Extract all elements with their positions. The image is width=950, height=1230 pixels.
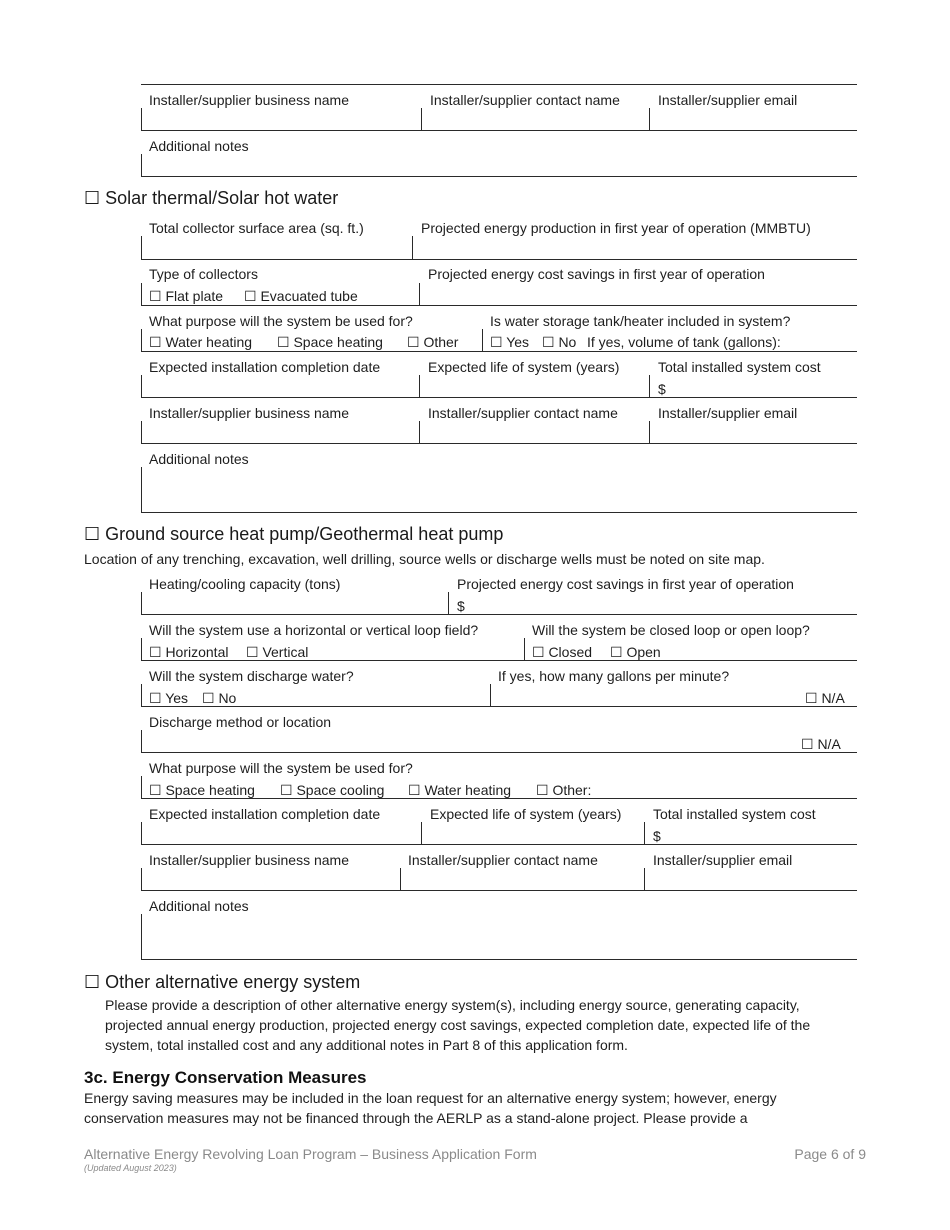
loop-type-label: Will the system be closed loop or open loop?: [532, 622, 810, 638]
geo-life-label: Expected life of system (years): [430, 806, 622, 822]
geo-total-cost-field[interactable]: $: [653, 828, 661, 844]
geo-cost-savings-label: Projected energy cost savings in first year of operation: [457, 576, 794, 592]
discharge-method-label: Discharge method or location: [149, 714, 332, 730]
tank-volume-label: If yes, volume of tank (gallons):: [587, 334, 781, 350]
form-rule: [141, 130, 857, 131]
geo-space-heating-checkbox[interactable]: ☐ Space heating: [149, 782, 255, 798]
form-rule: [141, 259, 857, 260]
field-divider: [524, 638, 525, 660]
field-divider: [482, 329, 483, 351]
field-divider: [649, 375, 650, 397]
discharge-question-label: Will the system discharge water?: [149, 668, 354, 684]
storage-no-checkbox[interactable]: ☐ No: [542, 334, 577, 350]
field-divider: [141, 154, 142, 176]
form-rule: [141, 752, 857, 753]
form-rule: [141, 84, 857, 85]
installer-business-label: Installer/supplier business name: [149, 92, 349, 108]
field-divider: [141, 914, 142, 959]
solar-completion-date-label: Expected installation completion date: [149, 359, 381, 375]
discharge-yes-checkbox[interactable]: ☐ Yes: [149, 690, 189, 706]
flat-plate-checkbox[interactable]: ☐ Flat plate: [149, 288, 224, 304]
discharge-na-checkbox[interactable]: ☐ N/A: [801, 736, 841, 752]
conservation-body: Energy saving measures may be included in the loan request for an alternative energy system; however, energy conservation measures may not be financed through the AERLP as a stand-alone project. Please provide a: [84, 1090, 777, 1126]
geo-purpose-label: What purpose will the system be used for?: [149, 760, 413, 776]
field-divider: [141, 868, 142, 890]
field-divider: [448, 592, 449, 614]
field-divider: [141, 375, 142, 397]
solar-life-label: Expected life of system (years): [428, 359, 620, 375]
field-divider: [141, 776, 142, 798]
footer-updated: (Updated August 2023): [84, 1163, 177, 1173]
field-divider: [490, 684, 491, 706]
evacuated-tube-checkbox[interactable]: ☐ Evacuated tube: [244, 288, 358, 304]
form-rule: [141, 844, 857, 845]
form-rule: [141, 706, 857, 707]
field-divider: [141, 684, 142, 706]
collector-area-label: Total collector surface area (sq. ft.): [149, 220, 364, 236]
form-rule: [141, 798, 857, 799]
geo-installer-email-label: Installer/supplier email: [653, 852, 793, 868]
solar-other-checkbox[interactable]: ☐ Other: [407, 334, 459, 350]
energy-production-label: Projected energy production in first year of operation (MMBTU): [421, 220, 811, 236]
installer-email-label: Installer/supplier email: [658, 92, 798, 108]
geo-completion-date-label: Expected installation completion date: [149, 806, 381, 822]
form-rule: [141, 443, 857, 444]
geo-cost-savings-field[interactable]: $: [457, 598, 465, 614]
field-divider: [141, 730, 142, 752]
solar-purpose-label: What purpose will the system be used for?: [149, 313, 413, 329]
storage-question-label: Is water storage tank/heater included in system?: [490, 313, 791, 329]
field-divider: [141, 283, 142, 305]
footer-title: Alternative Energy Revolving Loan Program – Business Application Form: [84, 1146, 537, 1162]
field-divider: [649, 421, 650, 443]
field-divider: [644, 822, 645, 844]
geothermal-checkbox[interactable]: ☐ Ground source heat pump/Geothermal heat pump: [84, 524, 504, 544]
conservation-heading: 3c. Energy Conservation Measures: [84, 1068, 367, 1087]
solar-notes-label: Additional notes: [149, 451, 249, 467]
field-divider: [419, 375, 420, 397]
solar-water-heating-checkbox[interactable]: ☐ Water heating: [149, 334, 253, 350]
solar-installer-contact-label: Installer/supplier contact name: [428, 405, 618, 421]
solar-installer-email-label: Installer/supplier email: [658, 405, 798, 421]
storage-yes-checkbox[interactable]: ☐ Yes: [490, 334, 530, 350]
solar-installer-business-label: Installer/supplier business name: [149, 405, 349, 421]
field-divider: [141, 236, 142, 259]
field-divider: [649, 108, 650, 130]
form-rule: [141, 890, 857, 891]
gpm-question-label: If yes, how many gallons per minute?: [498, 668, 730, 684]
field-divider: [421, 822, 422, 844]
installer-contact-label: Installer/supplier contact name: [430, 92, 620, 108]
form-rule: [141, 614, 857, 615]
form-rule: [141, 305, 857, 306]
discharge-no-checkbox[interactable]: ☐ No: [202, 690, 237, 706]
solar-thermal-checkbox[interactable]: ☐ Solar thermal/Solar hot water: [84, 188, 339, 208]
solar-total-cost-label: Total installed system cost: [658, 359, 821, 375]
form-rule: [141, 512, 857, 513]
geo-space-cooling-checkbox[interactable]: ☐ Space cooling: [280, 782, 385, 798]
field-divider: [141, 638, 142, 660]
field-divider: [141, 108, 142, 130]
form-rule: [141, 660, 857, 661]
notes-label: Additional notes: [149, 138, 249, 154]
geo-water-heating-checkbox[interactable]: ☐ Water heating: [408, 782, 512, 798]
form-rule: [141, 397, 857, 398]
field-divider: [141, 822, 142, 844]
geo-installer-business-label: Installer/supplier business name: [149, 852, 349, 868]
field-divider: [419, 283, 420, 305]
geo-other-checkbox[interactable]: ☐ Other:: [536, 782, 592, 798]
field-divider: [141, 329, 142, 351]
closed-loop-checkbox[interactable]: ☐ Closed: [532, 644, 593, 660]
geo-notes-label: Additional notes: [149, 898, 249, 914]
other-system-description: Please provide a description of other alternative energy system(s), including energy source, generating capacity, projected annual energy production, projected energy cost savings, expected completion date, expected life of the system, total installed cost and any additional notes in Part 8 of this application form.: [105, 997, 811, 1053]
site-map-note: Location of any trenching, excavation, well drilling, source wells or discharge wells must be noted on site map.: [84, 551, 765, 567]
form-rule: [141, 176, 857, 177]
geo-installer-contact-label: Installer/supplier contact name: [408, 852, 598, 868]
solar-cost-savings-label: Projected energy cost savings in first year of operation: [428, 266, 765, 282]
field-divider: [141, 467, 142, 512]
field-divider: [412, 236, 413, 259]
vertical-checkbox[interactable]: ☐ Vertical: [246, 644, 309, 660]
page-number: Page 6 of 9: [794, 1146, 866, 1162]
form-rule: [141, 351, 857, 352]
other-system-checkbox[interactable]: ☐ Other alternative energy system: [84, 972, 361, 992]
open-loop-checkbox[interactable]: ☐ Open: [610, 644, 661, 660]
field-divider: [141, 592, 142, 614]
geo-total-cost-label: Total installed system cost: [653, 806, 816, 822]
field-divider: [644, 868, 645, 890]
gpm-na-checkbox[interactable]: ☐ N/A: [805, 690, 845, 706]
solar-space-heating-checkbox[interactable]: ☐ Space heating: [277, 334, 383, 350]
field-divider: [419, 421, 420, 443]
form-rule: [141, 959, 857, 960]
field-divider: [400, 868, 401, 890]
field-divider: [421, 108, 422, 130]
collector-type-label: Type of collectors: [149, 266, 258, 282]
loop-field-label: Will the system use a horizontal or vertical loop field?: [149, 622, 479, 638]
capacity-label: Heating/cooling capacity (tons): [149, 576, 341, 592]
solar-total-cost-field[interactable]: $: [658, 381, 666, 397]
field-divider: [141, 421, 142, 443]
horizontal-checkbox[interactable]: ☐ Horizontal: [149, 644, 229, 660]
